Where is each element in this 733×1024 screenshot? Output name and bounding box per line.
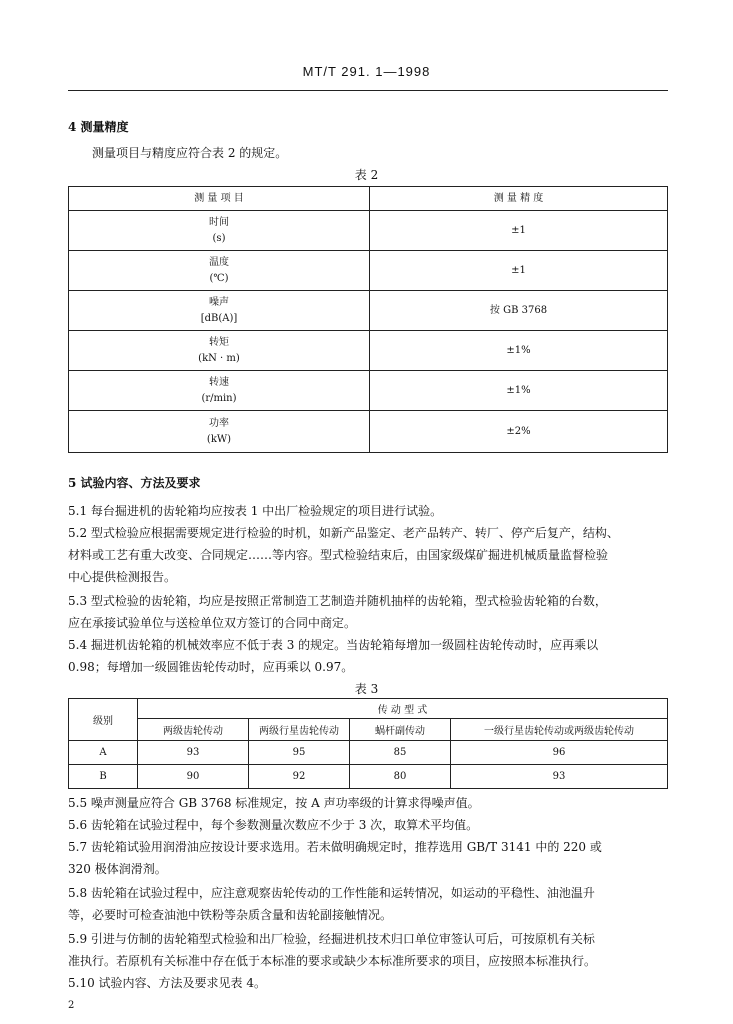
clause-5-7-line1: 5.7 齿轮箱试验用润滑油应按设计要求选用。若未做明确规定时，推荐选用 GB/T 3141 中的 220 或 [68, 840, 602, 854]
clause-5-6: 5.6 齿轮箱在试验过程中，每个参数测量次数应不少于 3 次，取算术平均值。 [68, 818, 479, 832]
item-name: 噪声 [209, 296, 229, 308]
item-precision: ±1 [370, 211, 668, 251]
table-3-caption: 表 3 [354, 682, 379, 696]
table-row [69, 251, 668, 291]
item-precision: 按 GB 3768 [370, 291, 668, 331]
value-cell: 95 [249, 741, 350, 765]
clause-5-3-line2: 应在承接试验单位与送检单位双方签订的合同中商定。 [68, 616, 357, 630]
page-number: 2 [68, 1000, 75, 1011]
clause-5-9-line2: 准执行。若原机有关标准中存在低于本标准的要求或缺少本标准所要求的项目，应按照本标准执行。 [68, 954, 597, 968]
value-cell: 85 [350, 741, 451, 765]
value-cell: 80 [350, 765, 451, 789]
clause-5-4-line2: 0.98；每增加一级圆锥齿轮传动时，应再乘以 0.97。 [68, 660, 354, 674]
table-2-caption: 表 2 [354, 168, 379, 182]
item-unit: [dB(A)] [200, 312, 238, 324]
table-3-subheader: 蜗杆副传动 [350, 719, 451, 741]
table-3 [68, 698, 668, 789]
clause-5-7-line2: 320 极体润滑剂。 [68, 862, 167, 876]
table-3-header-grade: 级别 [69, 699, 138, 741]
table-row [69, 371, 668, 411]
table-2-header-item: 测 量 项 目 [69, 187, 370, 211]
clause-5-5: 5.5 噪声测量应符合 GB 3768 标准规定，按 A 声功率级的计算求得噪声值。 [68, 796, 480, 810]
item-precision: ±1% [370, 331, 668, 371]
page-header: MT/T 291. 1—1998 [302, 64, 431, 79]
item-name: 转速 [209, 376, 229, 388]
table-row [69, 331, 668, 371]
section-4-heading: 4 测量精度 [68, 120, 129, 134]
item-name: 转矩 [209, 336, 229, 348]
grade-cell: A [69, 741, 138, 765]
table-row [69, 211, 668, 251]
clause-5-8-line2: 等，必要时可检查油池中铁粉等杂质含量和齿轮副接触情况。 [68, 908, 393, 922]
value-cell: 92 [249, 765, 350, 789]
header-rule [68, 90, 668, 91]
item-unit: (kW) [206, 433, 232, 445]
table-row [69, 741, 668, 765]
table-row [69, 765, 668, 789]
clause-5-9-line1: 5.9 引进与仿制的齿轮箱型式检验和出厂检验，经掘进机技术归口单位审签认可后，可按原机有关标 [68, 932, 595, 946]
clause-5-2-line3: 中心提供检测报告。 [68, 570, 177, 584]
table-3-subheader: 一级行星齿轮传动或两级齿轮传动 [451, 719, 668, 741]
item-precision: ±2% [370, 411, 668, 453]
item-precision: ±1% [370, 371, 668, 411]
clause-5-3-line1: 5.3 型式检验的齿轮箱，均应是按照正常制造工艺制造并随机抽样的齿轮箱，型式检验齿轮箱的台数， [68, 594, 607, 608]
item-unit: (s) [212, 232, 226, 244]
item-precision: ±1 [370, 251, 668, 291]
value-cell: 93 [138, 741, 249, 765]
item-unit: (℃) [209, 272, 229, 284]
table-2 [68, 186, 668, 453]
table-row [69, 411, 668, 453]
value-cell: 96 [451, 741, 668, 765]
clause-5-8-line1: 5.8 齿轮箱在试验过程中，应注意观察齿轮传动的工作性能和运转情况，如运动的平稳性、油池温升 [68, 886, 595, 900]
table-2-header-precision: 测 量 精 度 [370, 187, 668, 211]
value-cell: 90 [138, 765, 249, 789]
grade-cell: B [69, 765, 138, 789]
item-name: 时间 [209, 216, 229, 228]
table-3-subheader: 两级行星齿轮传动 [249, 719, 350, 741]
clause-5-10: 5.10 试验内容、方法及要求见表 4。 [68, 976, 266, 990]
value-cell: 93 [451, 765, 668, 789]
item-name: 功率 [209, 417, 229, 429]
item-unit: (r/min) [201, 392, 237, 404]
clause-5-2-line1: 5.2 型式检验应根据需要规定进行检验的时机，如新产品鉴定、老产品转产、转厂、停产后复产，结构、 [68, 526, 619, 540]
section-5-heading: 5 试验内容、方法及要求 [68, 476, 201, 490]
item-name: 温度 [209, 256, 229, 268]
clause-5-1: 5.1 每台掘进机的齿轮箱均应按表 1 中出厂检验规定的项目进行试验。 [68, 504, 443, 518]
table-row [69, 291, 668, 331]
table-3-subheader: 两级齿轮传动 [138, 719, 249, 741]
clause-5-2-line2: 材料或工艺有重大改变、合同规定……等内容。型式检验结束后，由国家级煤矿掘进机械质量监督检验 [68, 548, 609, 562]
table-3-header-group: 传 动 型 式 [138, 699, 668, 719]
item-unit: (kN · m) [198, 352, 240, 364]
section-4-intro: 测量项目与精度应符合表 2 的规定。 [92, 146, 288, 160]
clause-5-4-line1: 5.4 掘进机齿轮箱的机械效率应不低于表 3 的规定。当齿轮箱每增加一级圆柱齿轮传动时，应再乘以 [68, 638, 599, 652]
